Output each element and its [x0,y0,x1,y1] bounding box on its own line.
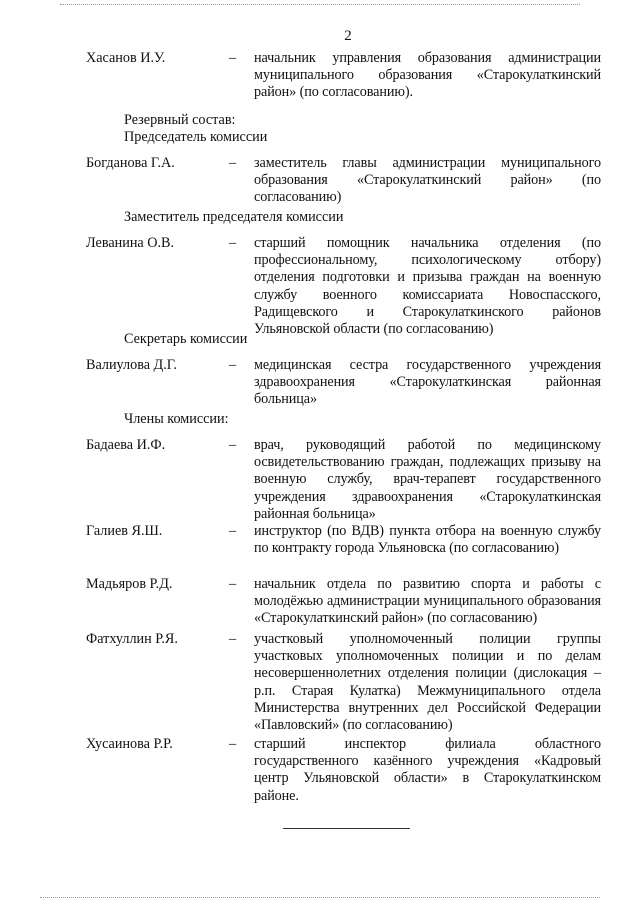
member-description: участковый уполномоченный полиции группы участковых уполномоченных полиции и по делам несовершеннолетних отделения полиции (дислокация – р.п. Старая Кулатка) Межмуниципального отдела Министерства внутренних дел Российской Федерации «Павловский» (по согласованию) [254,631,601,734]
member-description: начальник управления образования администрации муниципального образования «Старокулаткинский район» (по согласованию). [254,50,601,101]
member-name: Фатхуллин Р.Я. [86,631,178,647]
dash-separator: – [229,50,237,66]
member-name: Бадаева И.Ф. [86,437,166,453]
member-description: старший инспектор филиала областного государственного казённого учреждения «Кадровый центр Ульяновской области» в Старокулаткинском районе. [254,736,601,804]
members-heading: Члены комиссии: [124,411,229,427]
member-description: начальник отдела по развитию спорта и работы с молодёжью администрации муниципального образования «Старокулаткинский район» (по согласованию) [254,576,601,627]
dash-separator: – [229,523,237,539]
page-number: 2 [344,28,352,44]
member-name: Валиулова Д.Г. [86,357,177,373]
member-description: старший помощник начальника отделения (по профессиональному, психологическому отбору) отделения подготовки и призыва граждан на военную службу военного комиссариата Новоспасского, Радищевского и Старокулаткинского районов Ульяновской области (по согласованию) [254,235,601,338]
scan-edge-mark [60,4,580,5]
dash-separator: – [229,357,237,373]
scan-edge-mark [40,897,600,898]
dash-separator: – [229,576,237,592]
reserve-heading: Резервный состав: [124,112,236,128]
member-description: врач, руководящий работой по медицинскому освидетельствованию граждан, подлежащих призыву на военную службу, врач-терапевт государственного учреждения здравоохранения «Старокулаткинская районная больница» [254,437,601,522]
closing-line [283,828,410,829]
deputy-heading: Заместитель председателя комиссии [124,209,344,225]
dash-separator: – [229,235,237,251]
dash-separator: – [229,155,237,171]
member-name: Леванина О.В. [86,235,175,251]
dash-separator: – [229,631,237,647]
secretary-heading: Секретарь комиссии [124,331,248,347]
chairman-heading: Председатель комиссии [124,129,268,145]
member-name: Мадьяров Р.Д. [86,576,173,592]
member-name: Богданова Г.А. [86,155,175,171]
member-name: Галиев Я.Ш. [86,523,163,539]
member-description: медицинская сестра государственного учреждения здравоохранения «Старокулаткинская районная больница» [254,357,601,408]
member-name: Хасанов И.У. [86,50,166,66]
dash-separator: – [229,736,237,752]
dash-separator: – [229,437,237,453]
member-description: заместитель главы администрации муниципального образования «Старокулаткинский район» (по согласованию) [254,155,601,206]
member-name: Хусаинова Р.Р. [86,736,173,752]
member-description: инструктор (по ВДВ) пункта отбора на военную службу по контракту города Ульяновска (по согласованию) [254,523,601,557]
